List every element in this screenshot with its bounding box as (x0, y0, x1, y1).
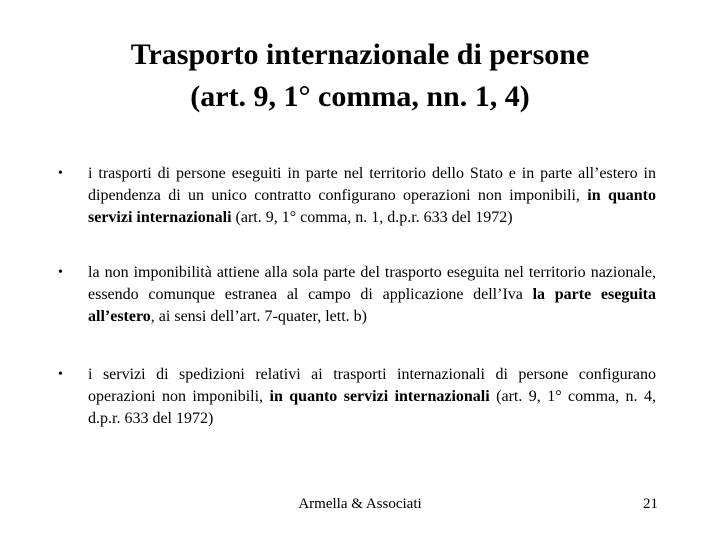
bullet-bold-text: la parte eseguita all’estero (88, 286, 656, 325)
footer-author: Armella & Associati (298, 496, 422, 512)
bullet-text: i trasporti di persone eseguiti in parte nel territorio dello Stato e in parte all’estero in dipendenza di un unico contratto configurano operazioni non imponibili, (88, 165, 656, 204)
page-number: 21 (643, 496, 658, 512)
bullet-bold-text: in quanto servizi internazionali (88, 187, 656, 226)
bullet-text-end: (art. 9, 1° comma, n. 4, d.p.r. 633 del 1972) (88, 388, 656, 427)
bullet-icon: • (58, 367, 63, 382)
bullet-text-end: , ai sensi dell’art. 7-quater, lett. b) (150, 308, 367, 325)
bullet-bold-text: in quanto servizi internazionali (269, 388, 490, 405)
slide-title-line-1: Trasporto internazionale di persone (130, 38, 590, 71)
bullet-item (56, 364, 656, 430)
bullet-list (56, 163, 656, 430)
slide-title (60, 34, 660, 118)
bullet-text: i servizi di spedizioni relativi ai trasporti internazionali di persone configurano operazioni non imponibili, (88, 366, 656, 405)
bullet-item (56, 262, 656, 328)
bullet-icon: • (58, 166, 63, 181)
slide-title-line-2: (art. 9, 1° comma, nn. 1, 4) (190, 80, 530, 113)
bullet-text: la non imponibilità attiene alla sola parte del trasporto eseguita nel territorio nazionale, essendo comunque estranea al campo di applicazione dell’Iva (88, 264, 656, 303)
bullet-item (56, 163, 656, 229)
bullet-text-end: (art. 9, 1° comma, n. 1, d.p.r. 633 del 1972) (231, 209, 513, 226)
bullet-icon: • (58, 265, 63, 280)
